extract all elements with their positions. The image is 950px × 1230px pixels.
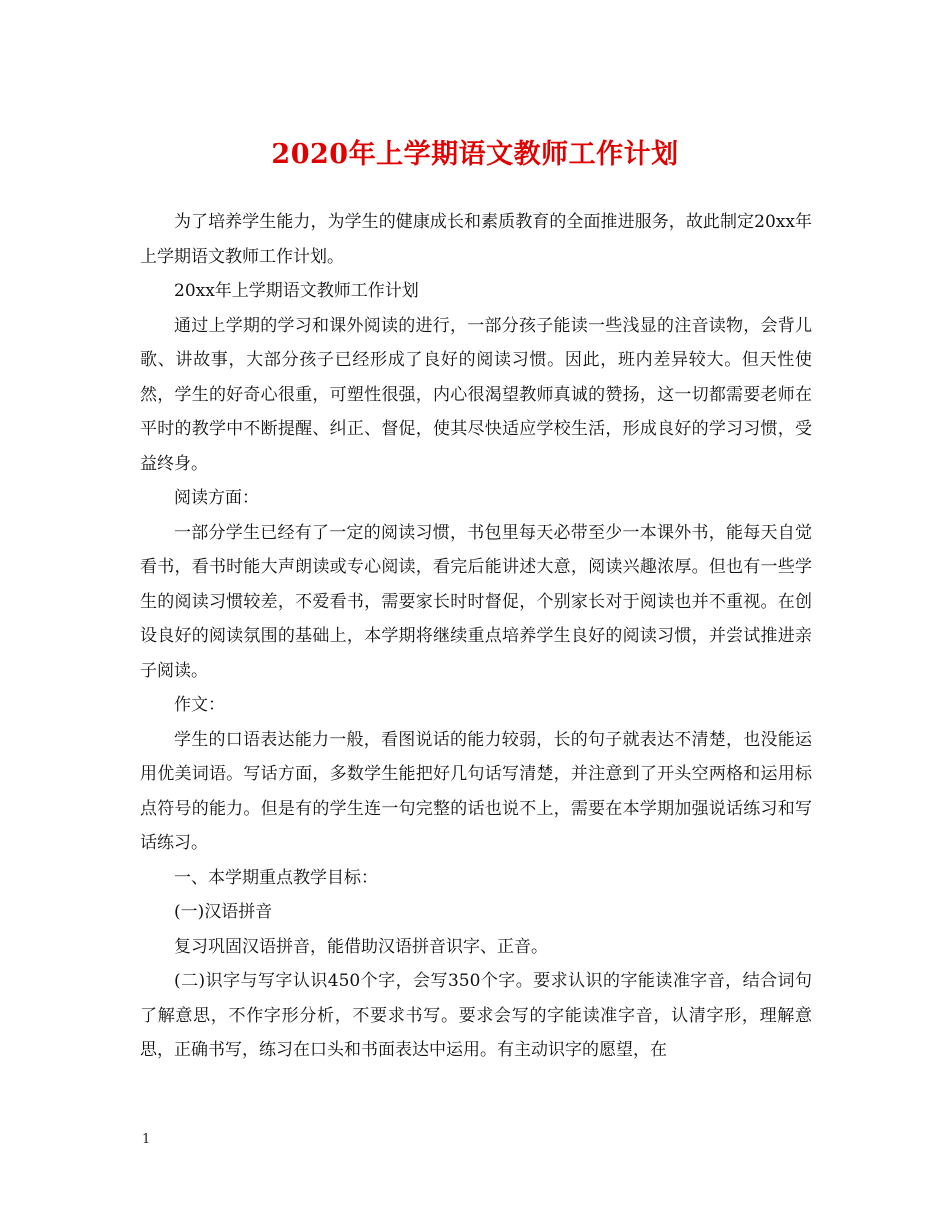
paragraph-pinyin: 复习巩固汉语拼音，能借助汉语拼音识字、正音。 <box>174 936 548 957</box>
paragraph-intro: 为了培养学生能力，为学生的健康成长和素质教育的全面推进服务，故此制定20xx年上学期语文教师工作计划。 <box>140 212 812 267</box>
section-heading-goals: 一、本学期重点教学目标： <box>174 867 378 888</box>
section-heading-writing: 作文： <box>174 695 225 715</box>
paragraph-characters: (二)识字与写字认识450个字，会写350个字。要求认识的字能读准字音，结合词句了解意思，不作字形分析，不要求书写。要求会写的字能读准字音，认清字形，理解意思，正确书写，练习在口头和书面表达中运用。有主动识字的愿望，在 <box>140 971 812 1060</box>
subheading-pinyin: (一)汉语拼音 <box>174 902 273 922</box>
paragraph-situation: 通过上学期的学习和课外阅读的进行，一部分孩子能读一些浅显的注音读物，会背儿歌、讲故事，大部分孩子已经形成了良好的阅读习惯。因此，班内差异较大。但天性使然，学生的好奇心很重，可塑性很强，内心很渴望教师真诚的赞扬，这一切都需要老师在平时的教学中不断提醒、纠正、督促，使其尽快适应学校生活，形成良好的学习习惯，受益终身。 <box>140 315 812 474</box>
paragraph-reading: 一部分学生已经有了一定的阅读习惯，书包里每天必带至少一本课外书，能每天自觉看书，看书时能大声朗读或专心阅读，看完后能讲述大意，阅读兴趣浓厚。但也有一些学生的阅读习惯较差，不爱看书，需要家长时时督促，个别家长对于阅读也并不重视。在创设良好的阅读氛围的基础上，本学期将继续重点培养学生良好的阅读习惯，并尝试推进亲子阅读。 <box>140 522 812 681</box>
page-number: 1 <box>142 1132 151 1147</box>
document-body <box>140 205 812 1068</box>
document-title: 2020年上学期语文教师工作计划 <box>271 139 679 170</box>
paragraph-plan-heading: 20xx年上学期语文教师工作计划 <box>174 281 419 301</box>
paragraph-writing: 学生的口语表达能力一般，看图说话的能力较弱，长的句子就表达不清楚，也没能运用优美词语。写话方面，多数学生能把好几句话写清楚，并注意到了开头空两格和运用标点符号的能力。但是有的学生连一句完整的话也说不上，需要在本学期加强说话练习和写话练习。 <box>140 729 812 853</box>
section-heading-reading: 阅读方面： <box>174 488 259 508</box>
